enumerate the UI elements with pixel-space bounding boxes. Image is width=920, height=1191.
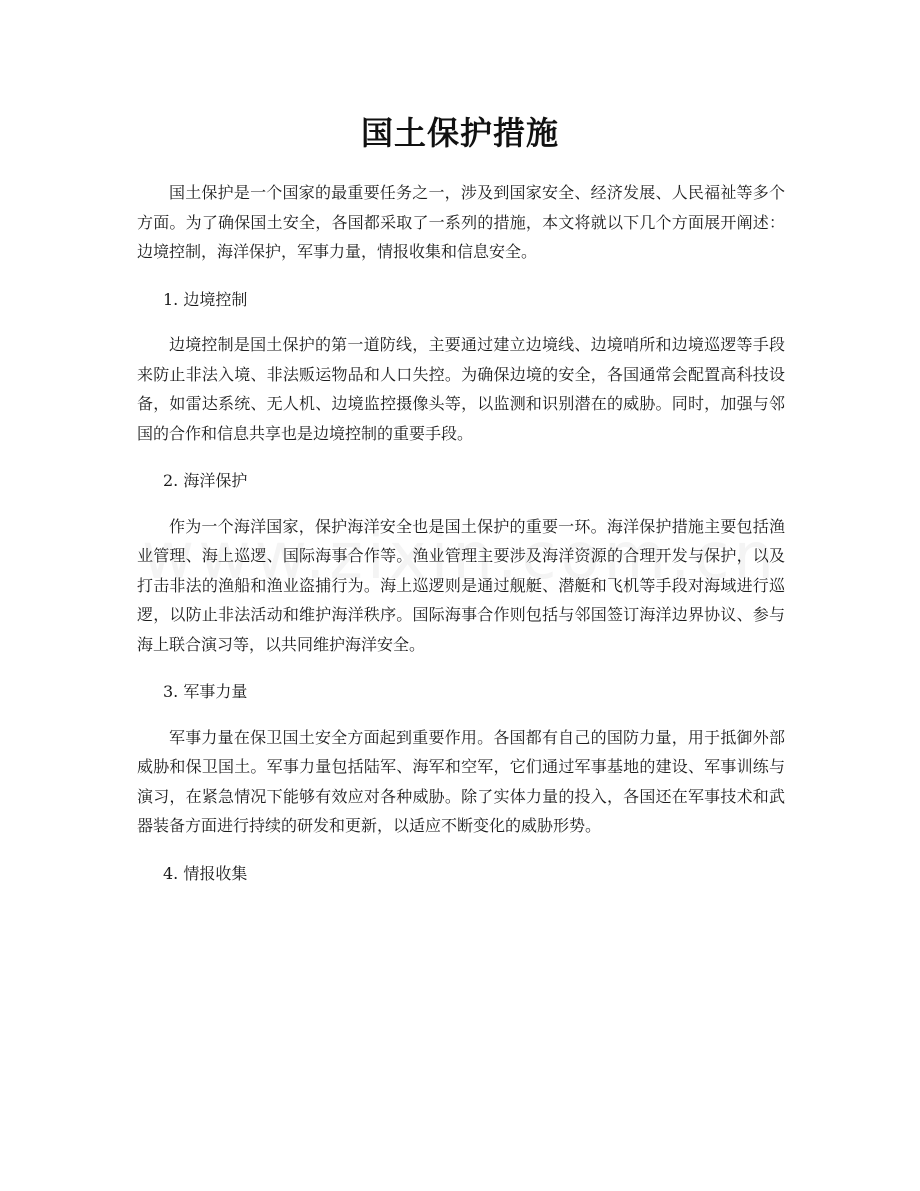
document-title: 国土保护措施 <box>360 114 559 152</box>
section-body-border-control: 边境控制是国土保护的第一道防线，主要通过建立边境线、边境哨所和边境巡逻等手段来防止非法入境、非法贩运物品和人口失控。为确保边境的安全，各国通常会配置高科技设备，如雷达系统、无人机、边境监控摄像头等，以监测和识别潜在的威胁。同时，加强与邻国的合作和信息共享也是边境控制的重要手段。 <box>137 335 785 443</box>
section-heading-ocean-protection: 2. 海洋保护 <box>163 471 248 490</box>
section-body-ocean-protection: 作为一个海洋国家，保护海洋安全也是国土保护的重要一环。海洋保护措施主要包括渔业管理、海上巡逻、国际海事合作等。渔业管理主要涉及海洋资源的合理开发与保护，以及打击非法的渔船和渔业盗捕行为。海上巡逻则是通过舰艇、潜艇和飞机等手段对海域进行巡逻，以防止非法活动和维护海洋秩序。国际海事合作则包括与邻国签订海洋边界协议、参与海上联合演习等，以共同维护海洋安全。 <box>137 516 785 654</box>
document-body <box>137 178 785 904</box>
section-heading-border-control: 1. 边境控制 <box>163 289 248 309</box>
section-heading-military-force: 3. 军事力量 <box>163 682 248 701</box>
section-body-military-force: 军事力量在保卫国土安全方面起到重要作用。各国都有自己的国防力量，用于抵御外部威胁和保卫国土。军事力量包括陆军、海军和空军，它们通过军事基地的建设、军事训练与演习，在紧急情况下能够有效应对各种威胁。除了实体力量的投入，各国还在军事技术和武器装备方面进行持续的研发和更新，以适应不断变化的威胁形势。 <box>137 727 785 835</box>
section-heading-intelligence: 4. 情报收集 <box>163 863 248 883</box>
intro-paragraph: 国土保护是一个国家的最重要任务之一，涉及到国家安全、经济发展、人民福祉等多个方面。为了确保国土安全，各国都采取了一系列的措施，本文将就以下几个方面展开阐述：边境控制，海洋保护，军事力量，情报收集和信息安全。 <box>137 183 785 261</box>
